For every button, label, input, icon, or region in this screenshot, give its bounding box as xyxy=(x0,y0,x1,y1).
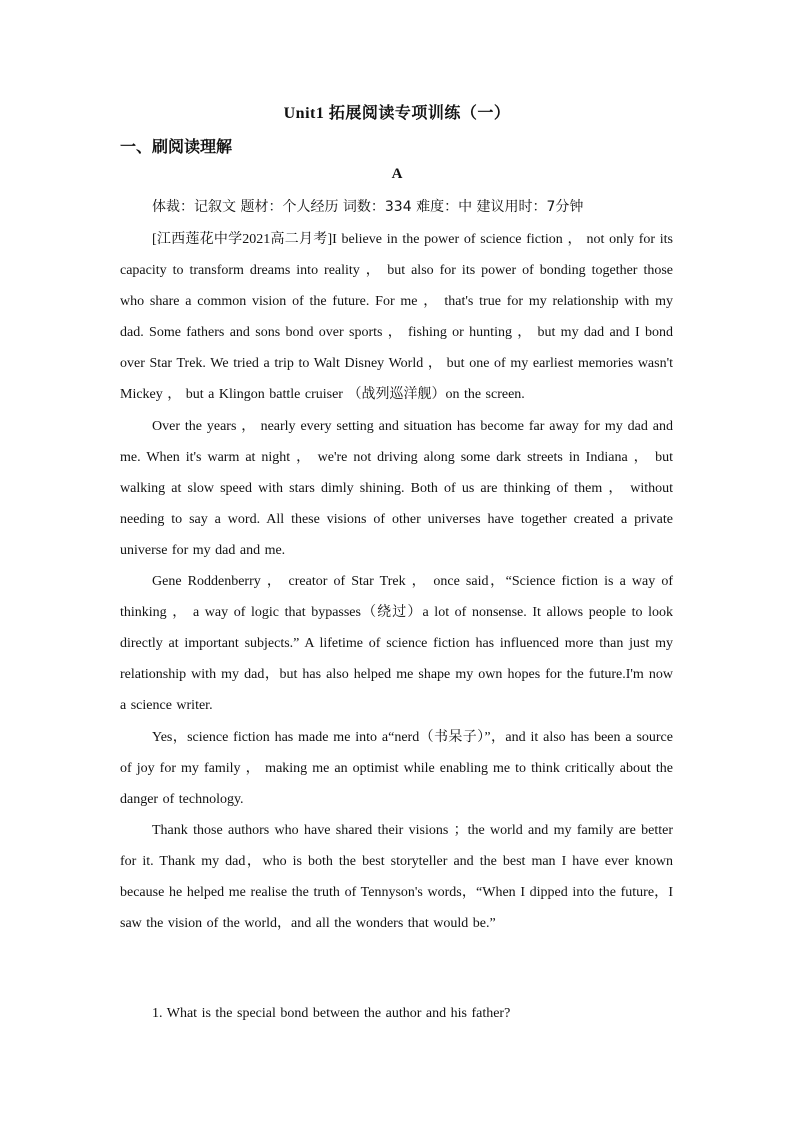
question-1: 1. What is the special bond between the author and his father? xyxy=(152,1006,511,1021)
paragraph-4: Yes，science fiction has made me into a“nerd（书呆子）”，and it also has been a source of joy for my family ， making me an optimist while enabling me to think critically about the danger of technology. xyxy=(120,729,673,807)
paragraph-1: [江西莲花中学2021高二月考]I believe in the power of science fiction ， not only for its capacity to transform dreams into reality ， but also for its power of bonding together those who share a common vision of the future. For me ， that's true for my relationship with my dad. Some fathers and sons bond over sports ， fishing or hunting ， but my dad and I bond over Star Trek. We tried a trip to Walt Disney World ， but one of my earliest memories wasn't Mickey ， but a Klingon battle cruiser （战列巡洋舰）on the screen. xyxy=(120,232,673,403)
passage-label: A xyxy=(391,166,403,182)
passage-meta-info: 体裁：记叙文 题材：个人经历 词数：334 难度：中 建议用时：7分钟 xyxy=(152,199,584,215)
paragraph-2: Over the years ， nearly every setting and situation has become far away for my dad and me. When it's warm at night ， we're not driving along some dark streets in Indiana ， but walking at slow speed with stars dimly shining. Both of us are thinking of them ， without needing to say a word. All these visions of other universes have together created a private universe for my dad and me. xyxy=(120,418,673,558)
page-title: Unit1 拓展阅读专项训练（一） xyxy=(283,105,511,122)
section-heading: 一、刷阅读理解 xyxy=(120,139,233,156)
paragraph-5: Thank those authors who have shared their visions ；the world and my family are better for it. Thank my dad，who is both the best storyteller and the best man I have ever known because he helped me realise the truth of Tennyson's words，“When I dipped into the future，I saw the vision of the world，and all the wonders that would be.” xyxy=(120,822,673,932)
passage-body xyxy=(120,224,673,939)
paragraph-3: Gene Roddenberry ， creator of Star Trek ， once said，“Science fiction is a way of thinking ， a way of logic that bypasses（绕过）a lot of nonsense. It allows people to look directly at important subjects.” A lifetime of science fiction has influenced more than just my relationship with my dad，but has also helped me shape my own hopes for the future.I'm now a science writer. xyxy=(120,574,673,714)
